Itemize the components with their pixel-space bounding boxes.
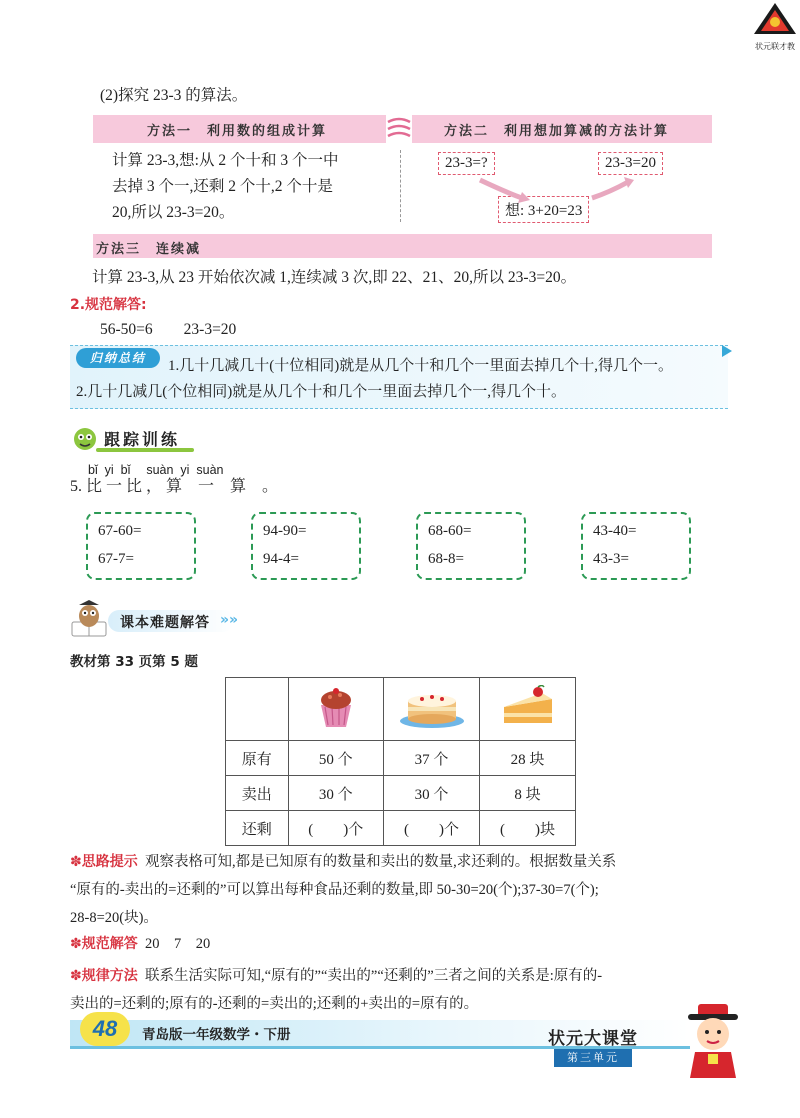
logo-triangle-icon <box>752 2 798 36</box>
publisher-logo <box>752 2 798 50</box>
book-title: 青岛版一年级数学・下册 <box>142 1027 291 1043</box>
band-connector-icon <box>386 113 412 145</box>
row-label: 还剩 <box>226 811 289 846</box>
exercise-box <box>86 512 196 580</box>
exercise-item: 67-7= <box>98 551 134 567</box>
tracking-header <box>70 424 210 454</box>
table-cell: 28 块 <box>480 741 576 776</box>
textbook-title: 课本难题解答 <box>120 615 210 631</box>
chevrons-icon: »» <box>220 612 239 628</box>
table-cell: ( )个 <box>288 811 383 846</box>
textbook-header <box>68 600 248 640</box>
thinking-hint <box>70 848 730 932</box>
method1-line: 计算 23-3,想:从 2 个十和 3 个一中 <box>112 152 339 169</box>
cake-icon <box>398 685 466 729</box>
logo-caption: 状元联才教 <box>755 42 795 51</box>
flower-icon: ✽ <box>70 854 82 870</box>
equation-answer-box: 23-3=20 <box>598 152 663 175</box>
table-cell: 50 个 <box>288 741 383 776</box>
cake-slice-icon <box>498 685 558 729</box>
table-cell: 37 个 <box>383 741 479 776</box>
cake-slice-cell <box>480 678 576 741</box>
method-label: 规律方法 <box>81 968 138 984</box>
method-line: 联系生活实际可知,“原有的”“卖出的”“还剩的”三者之间的关系是:原有的- <box>144 968 603 984</box>
table-corner <box>226 678 289 741</box>
exercise-item: 94-4= <box>263 551 299 567</box>
method3-text: 计算 23-3,从 23 开始依次减 1,连续减 3 次,即 22、21、20,所以 23-3=20。 <box>92 269 577 286</box>
answer-label: 规范解答 <box>81 936 138 952</box>
table-row <box>226 741 576 776</box>
exercise-item: 68-8= <box>428 551 464 567</box>
page-number: 48 <box>80 1012 130 1046</box>
thinking-line: 观察表格可知,都是已知原有的数量和卖出的数量,求还剩的。根据数量关系 <box>144 854 617 870</box>
flower-icon: ✽ <box>70 936 82 952</box>
method-hint <box>70 962 730 1018</box>
table-cell: ( )个 <box>383 811 479 846</box>
think-box: 想: 3+20=23 <box>498 196 589 223</box>
table-row <box>226 811 576 846</box>
flower-icon: ✽ <box>70 968 82 984</box>
exercise-item: 43-40= <box>593 523 637 539</box>
cupcake-icon <box>313 685 359 729</box>
exercise-item: 43-3= <box>593 551 629 567</box>
exercise-item: 94-90= <box>263 523 307 539</box>
scholar-mascot-icon <box>678 1000 748 1080</box>
textbook-subtitle: 教材第 33 页第 5 题 <box>70 654 198 670</box>
thinking-line: 28-8=20(块)。 <box>70 910 158 926</box>
thinking-line: “原有的-卖出的=还剩的”可以算出每种食品还剩的数量,即 50-30=20(个);37-30=7(个); <box>70 882 599 898</box>
answer-hint <box>70 930 210 958</box>
summary-badge-label: 归纳总结 <box>89 351 146 365</box>
brand-name: 状元大课堂 <box>548 1029 638 1049</box>
table-cell: 30 个 <box>383 776 479 811</box>
summary-line: 2.几十几减几(个位相同)就是从几个十和几个一里面去掉几个一,得几个十。 <box>76 384 566 400</box>
thinking-label: 思路提示 <box>81 854 138 870</box>
table-cell: ( )块 <box>480 811 576 846</box>
summary-badge <box>76 348 160 368</box>
tracking-pinyin: bǐ yi bǐ suàn yi suàn <box>88 463 224 477</box>
equation-question-box: 23-3=? <box>438 152 495 175</box>
cake-cell <box>383 678 479 741</box>
answer-text: 20 7 20 <box>144 936 211 952</box>
method1-line: 20,所以 23-3=20。 <box>112 204 235 221</box>
owl-reading-icon <box>68 600 110 640</box>
standard-answer-text: 56-50=6 23-3=20 <box>100 321 237 338</box>
tracking-question: 5. 比 一 比 ， 算 一 算 。 <box>70 478 279 495</box>
table-cell: 30 个 <box>288 776 383 811</box>
row-label: 卖出 <box>226 776 289 811</box>
summary-arrow-icon <box>722 345 732 357</box>
explore-heading: (2)探究 23-3 的算法。 <box>100 87 248 104</box>
flow-arrows <box>470 176 640 206</box>
exercise-box <box>581 512 691 580</box>
exercise-item: 67-60= <box>98 523 142 539</box>
table-cell: 8 块 <box>480 776 576 811</box>
unit-badge: 第三单元 <box>554 1049 632 1067</box>
tracking-title: 跟踪训练 <box>104 430 181 449</box>
exercise-box <box>251 512 361 580</box>
exercise-item: 68-60= <box>428 523 472 539</box>
food-table <box>225 677 576 846</box>
standard-answer-label: 2.规范解答: <box>70 297 147 313</box>
exercise-box <box>416 512 526 580</box>
row-label: 原有 <box>226 741 289 776</box>
summary-line: 1.几十几减几十(十位相同)就是从几个十和几个一里面去掉几个十,得几个一。 <box>168 358 673 374</box>
method-divider <box>400 150 401 222</box>
cupcake-cell <box>288 678 383 741</box>
method1-title: 方法一 利用数的组成计算 <box>147 124 328 139</box>
method3-title: 方法三 连续减 <box>96 242 202 257</box>
table-row <box>226 776 576 811</box>
table-row <box>226 678 576 741</box>
method2-title: 方法二 利用想加算减的方法计算 <box>444 124 670 139</box>
method-line: 卖出的=还剩的;原有的-还剩的=卖出的;还剩的+卖出的=原有的。 <box>70 996 479 1012</box>
method1-line: 去掉 3 个一,还剩 2 个十,2 个十是 <box>112 178 333 195</box>
